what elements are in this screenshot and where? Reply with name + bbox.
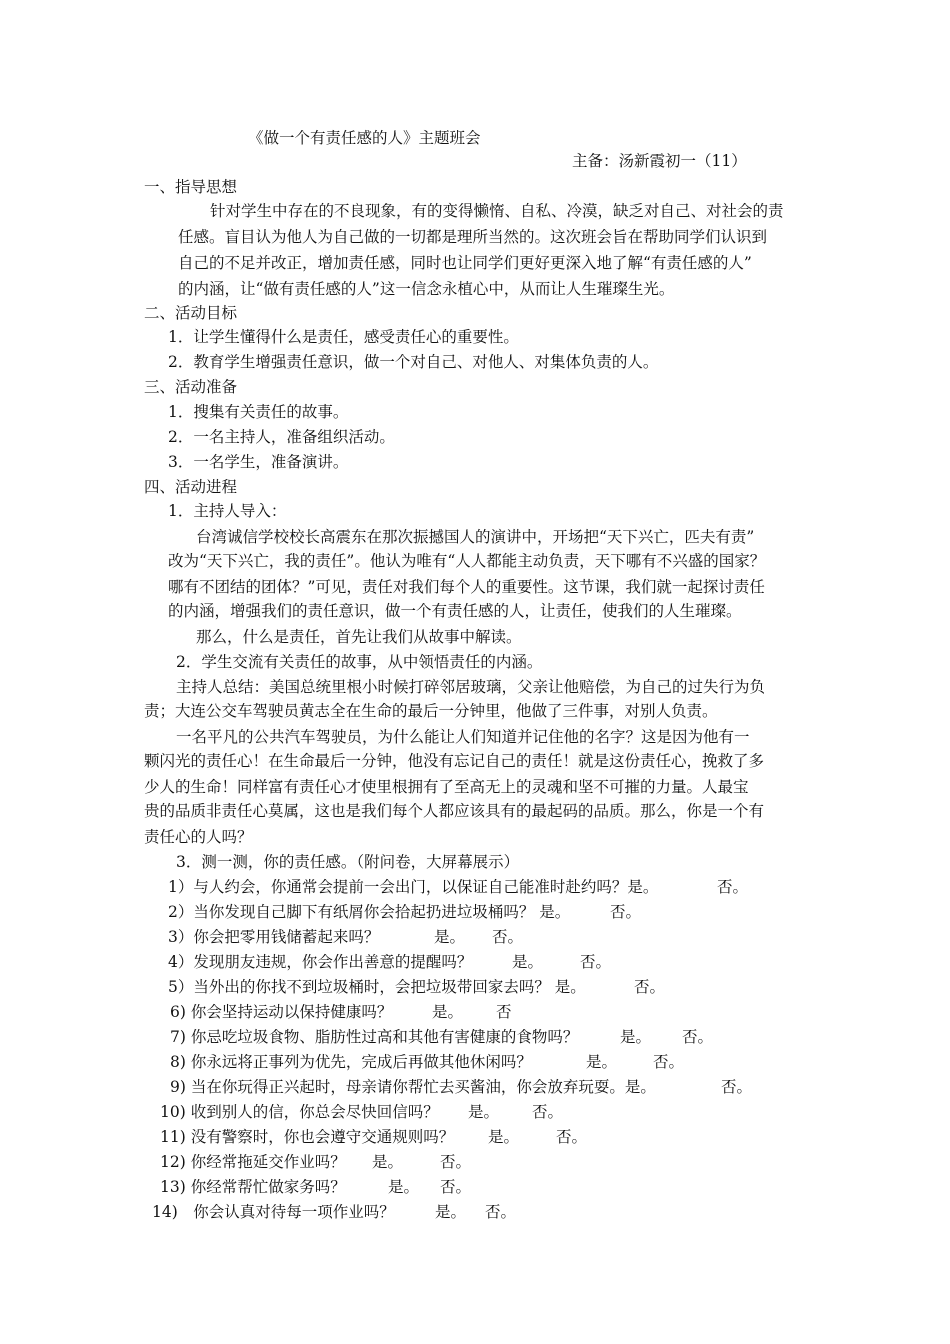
question-3	[168, 926, 524, 948]
answer-no: 否。	[580, 953, 612, 971]
answer-yes: 是。	[435, 1203, 467, 1221]
paragraph-line: 任感。盲目认为他人为自己做的一切都是理所当然的。这次班会旨在帮助同学们认识到	[178, 228, 768, 246]
question-text: 14) 你会认真对待每一项作业吗？	[152, 1203, 395, 1221]
paragraph-line: 的内涵，让“做有责任感的人”这一信念永植心中，从而让人生璀璨生光。	[178, 280, 675, 298]
answer-no: 否。	[485, 1203, 517, 1221]
answer-no: 否。	[717, 878, 749, 896]
question-text: 9) 当在你玩得正兴起时，母亲请你帮忙去买酱油，你会放弃玩耍。是。	[170, 1078, 656, 1096]
answer-yes: 是。	[488, 1128, 520, 1146]
list-item: 1．搜集有关责任的故事。	[168, 403, 349, 421]
question-10	[160, 1101, 564, 1123]
section-heading-4: 四、活动进程	[144, 478, 238, 496]
list-item: 3．测一测，你的责任感。（附问卷，大屏幕展示）	[176, 853, 520, 871]
answer-no: 否	[496, 1003, 512, 1021]
question-2	[168, 901, 642, 923]
paragraph-line: 一名平凡的公共汽车驾驶员，为什么能让人们知道并记住他的名字？这是因为他有一	[176, 728, 750, 746]
answer-yes: 是。	[432, 1003, 464, 1021]
question-7	[170, 1026, 714, 1048]
question-4	[168, 951, 612, 973]
document-author: 主备：汤新霞初一（11）	[572, 152, 747, 170]
paragraph-line: 的内涵，增强我们的责任意识，做一个有责任感的人，让责任，使我们的人生璀璨。	[168, 602, 742, 620]
question-text: 11) 没有警察时，你也会遵守交通规则吗？	[160, 1128, 455, 1146]
answer-yes: 是。	[586, 1053, 618, 1071]
answer-no: 否。	[634, 978, 666, 996]
question-9	[170, 1076, 753, 1098]
question-text: 6) 你会坚持运动以保持健康吗？	[170, 1003, 393, 1021]
list-item: 2．一名主持人，准备组织活动。	[168, 428, 395, 446]
section-heading-2: 二、活动目标	[144, 304, 238, 322]
answer-no: 否。	[492, 928, 524, 946]
paragraph-line: 那么，什么是责任，首先让我们从故事中解读。	[196, 628, 522, 646]
question-text: 1）与人约会，你通常会提前一会出门，以保证自己能准时赴约吗？是。	[168, 878, 659, 896]
answer-yes: 是。	[434, 928, 466, 946]
paragraph-line: 哪有不团结的团体？”可见，责任对我们每个人的重要性。这节课，我们就一起探讨责任	[168, 578, 765, 596]
list-item: 2．学生交流有关责任的故事，从中领悟责任的内涵。	[176, 653, 543, 671]
answer-no: 否。	[653, 1053, 685, 1071]
paragraph-line: 少人的生命！同样富有责任心才使里根拥有了至高无上的灵魂和坚不可摧的力量。人最宝	[144, 778, 749, 796]
list-item: 1．主持人导入：	[168, 502, 287, 520]
paragraph-line: 主持人总结：美国总统里根小时候打碎邻居玻璃，父亲让他赔偿，为自己的过失行为负	[176, 678, 766, 696]
paragraph-line: 自己的不足并改正，增加责任感，同时也让同学们更好更深入地了解“有责任感的人”	[178, 254, 752, 272]
paragraph-line: 台湾诚信学校校长高震东在那次振撼国人的演讲中，开场把“天下兴亡，匹夫有责”	[196, 528, 755, 546]
question-14	[152, 1201, 517, 1223]
question-1	[168, 876, 749, 898]
answer-yes: 是。	[388, 1178, 420, 1196]
paragraph-line: 责任心的人吗？	[144, 828, 253, 846]
list-item: 2．教育学生增强责任意识，做一个对自己、对他人、对集体负责的人。	[168, 353, 659, 371]
answer-no: 否。	[682, 1028, 714, 1046]
question-text: 2）当你发现自己脚下有纸屑你会拾起扔进垃圾桶吗？ 是。	[168, 903, 571, 921]
question-13	[160, 1176, 472, 1198]
paragraph-line: 颗闪光的责任心！在生命最后一分钟，他没有忘记自己的责任！就是这份责任心，挽救了多	[144, 752, 765, 770]
question-text: 7) 你忌吃垃圾食物、脂肪性过高和其他有害健康的食物吗？	[170, 1028, 579, 1046]
list-item: 1．让学生懂得什么是责任，感受责任心的重要性。	[168, 328, 519, 346]
answer-yes: 是。	[468, 1103, 500, 1121]
paragraph-line: 改为“天下兴亡，我的责任”。他认为唯有“人人都能主动负责，天下哪有不兴盛的国家？	[168, 552, 766, 570]
paragraph-line: 贵的品质非责任心莫属，这也是我们每个人都应该具有的最起码的品质。那么，你是一个有	[144, 802, 765, 820]
question-11	[160, 1126, 588, 1148]
question-text: 10) 收到别人的信，你总会尽快回信吗？	[160, 1103, 439, 1121]
paragraph-line: 责；大连公交车驾驶员黄志全在生命的最后一分钟里，他做了三件事，对别人负责。	[144, 702, 718, 720]
answer-no: 否。	[440, 1153, 472, 1171]
answer-no: 否。	[556, 1128, 588, 1146]
question-5	[168, 976, 666, 998]
question-text: 4）发现朋友违规，你会作出善意的提醒吗？	[168, 953, 473, 971]
answer-no: 否。	[721, 1078, 753, 1096]
paragraph-line: 针对学生中存在的不良现象，有的变得懒惰、自私、冷漠，缺乏对自己、对社会的责	[210, 202, 784, 220]
question-text: 3）你会把零用钱储蓄起来吗？	[168, 928, 380, 946]
question-8	[170, 1051, 685, 1073]
answer-no: 否。	[610, 903, 642, 921]
question-12	[160, 1151, 472, 1173]
question-text: 8) 你永远将正事列为优先，完成后再做其他休闲吗？	[170, 1053, 532, 1071]
answer-yes: 是。	[620, 1028, 652, 1046]
answer-yes: 是。	[512, 953, 544, 971]
question-6	[170, 1001, 512, 1023]
section-heading-3: 三、活动准备	[144, 378, 238, 396]
answer-yes: 是。	[372, 1153, 404, 1171]
section-heading-1: 一、指导思想	[144, 178, 238, 196]
document-title: 《做一个有责任感的人》主题班会	[248, 129, 481, 147]
question-text: 12) 你经常拖延交作业吗？	[160, 1153, 346, 1171]
question-text: 5）当外出的你找不到垃圾桶时，会把垃圾带回家去吗？ 是。	[168, 978, 586, 996]
list-item: 3．一名学生，准备演讲。	[168, 453, 349, 471]
question-text: 13) 你经常帮忙做家务吗？	[160, 1178, 346, 1196]
answer-no: 否。	[532, 1103, 564, 1121]
answer-no: 否。	[440, 1178, 472, 1196]
